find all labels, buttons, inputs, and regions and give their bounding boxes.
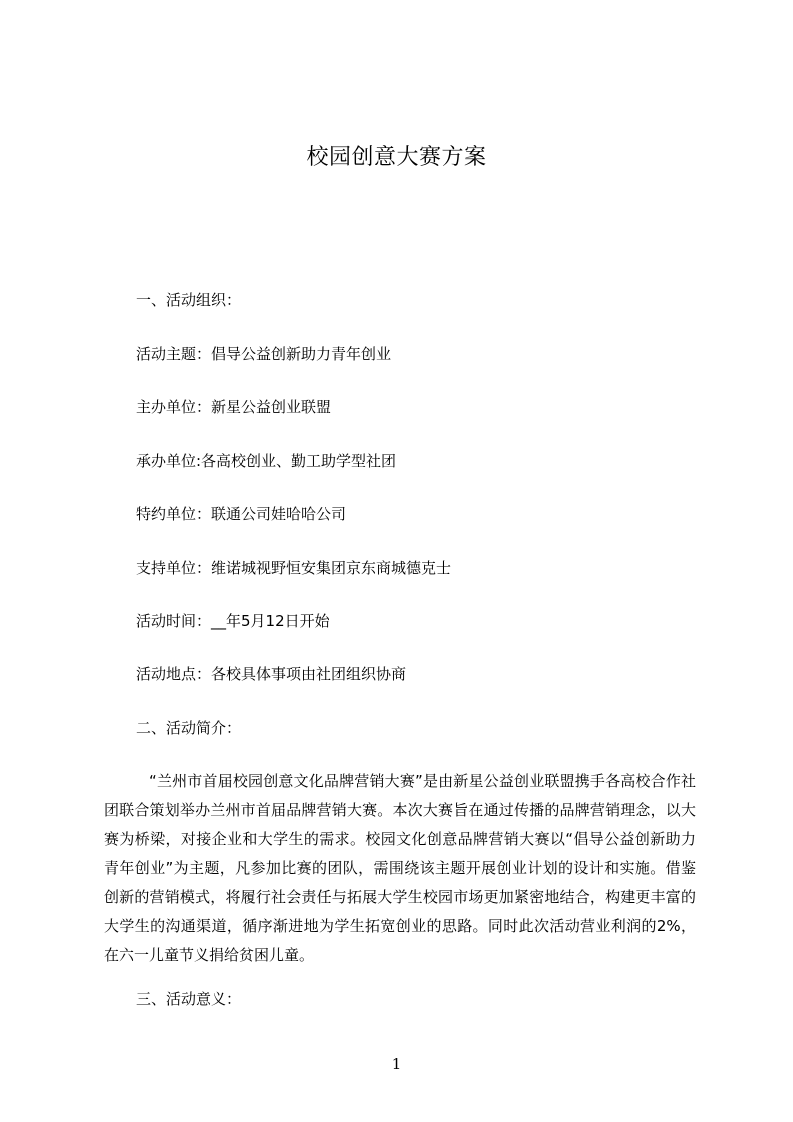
page-number: 1	[391, 1055, 402, 1073]
activity-theme-line: 活动主题：倡导公益创新助力青年创业	[136, 345, 392, 363]
special-unit-line: 特约单位：联通公司娃哈哈公司	[136, 505, 347, 523]
section-heading-introduction: 二、活动简介：	[136, 719, 242, 737]
activity-time-line: 活动时间：__年5月12日开始	[136, 612, 330, 630]
host-unit-line: 主办单位：新星公益创业联盟	[136, 398, 332, 416]
section-heading-significance: 三、活动意义：	[136, 990, 242, 1008]
section-heading-organization: 一、活动组织：	[136, 291, 242, 309]
activity-location-line: 活动地点：各校具体事项由社团组织协商	[136, 665, 407, 683]
document-title: 校园创意大赛方案	[306, 145, 487, 170]
support-unit-line: 支持单位：维诺城视野恒安集团京东商城德克士	[136, 559, 452, 577]
introduction-paragraph: “兰州市首届校园创意文化品牌营销大赛”是由新星公益创业联盟携手各高校合作社团联合策划举办兰州市首届品牌营销大赛。本次大赛旨在通过传播的品牌营销理念，以大赛为桥梁，对接企业和大学生的需求。校园文化创意品牌营销大赛以“倡导公益创新助力青年创业”为主题，凡参加比赛的团队，需围绕该主题开展创业计划的设计和实施。借鉴创新的营销模式，将履行社会责任与拓展大学生校园市场更加紧密地结合，构建更丰富的大学生的沟通渠道，循序渐进地为学生拓宽创业的思路。同时此次活动营业利润的2%，在六一儿童节义捐给贫困儿童。	[104, 772, 696, 964]
organizer-unit-line: 承办单位:各高校创业、勤工助学型社团	[136, 452, 397, 470]
